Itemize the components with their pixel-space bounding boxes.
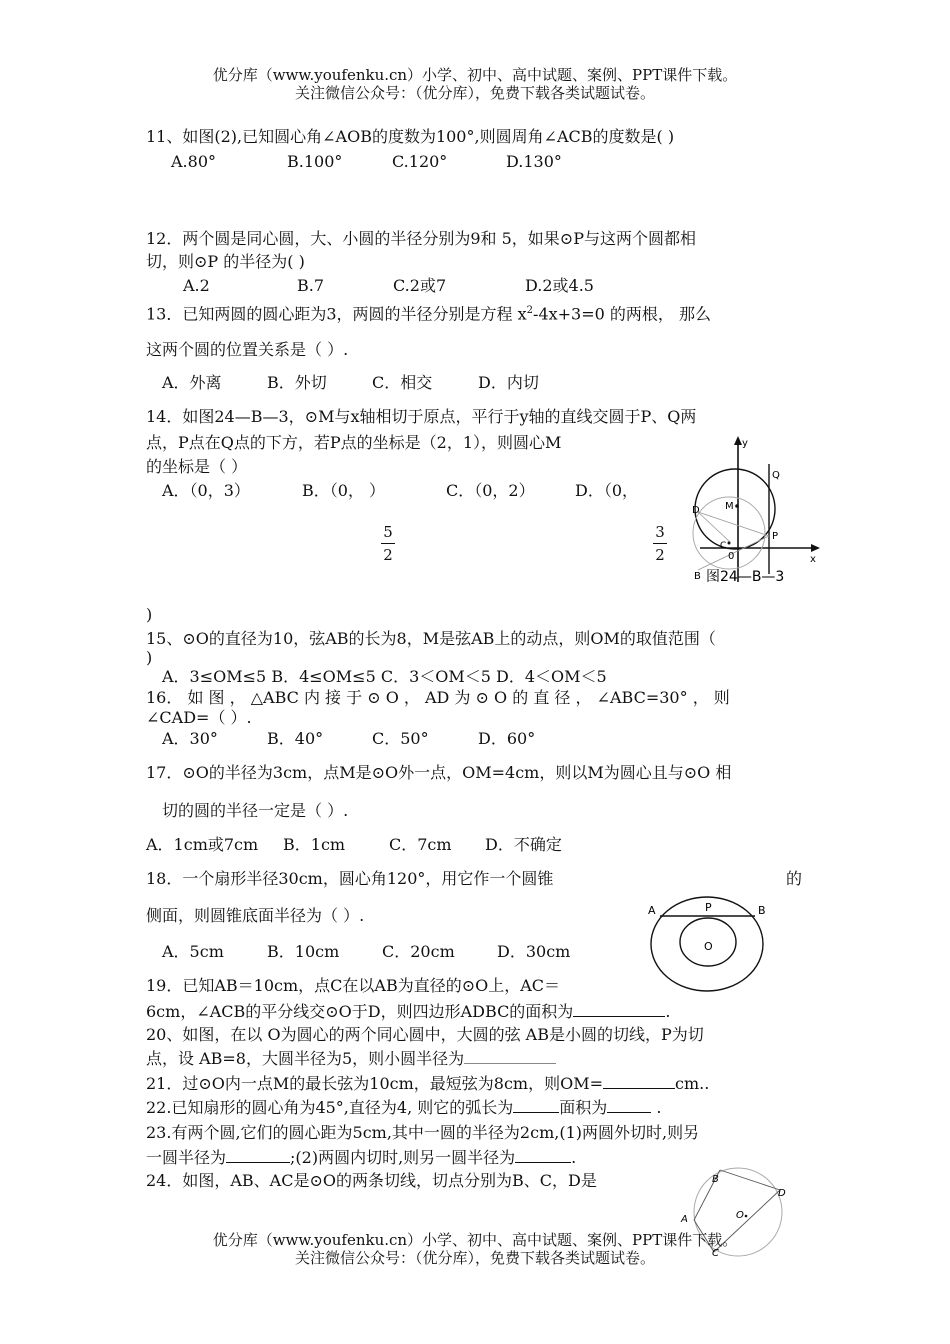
fig-label-a: A xyxy=(648,904,656,917)
q18-option-b: B．10cm xyxy=(267,942,340,961)
q21-text: 21．过⊙O内一点M的最长弦为10cm，最短弦为8cm，则OM= cm.. xyxy=(146,1074,710,1093)
q14-label-d: D xyxy=(692,505,700,516)
q11-stem: 11、如图(2),已知圆心角∠AOB的度数为100°,则圆周角∠ACB的度数是( ) xyxy=(146,127,675,146)
q14-label-x: x xyxy=(810,554,816,565)
q14-line3: 的坐标是（ ） xyxy=(146,457,248,476)
q16-option-b: B．40° xyxy=(267,729,324,748)
q11-option-b: B.100° xyxy=(287,152,343,171)
q17-line2: 切的圆的半径一定是（ ）. xyxy=(162,801,349,820)
q18-option-c: C．20cm xyxy=(382,942,455,961)
q17-line1: 17．⊙O的半径为3cm，点M是⊙O外一点，OM=4cm，则以M为圆心且与⊙O 相 xyxy=(146,763,732,782)
q24-label-a: A xyxy=(681,1214,688,1225)
q14-label-o: 0 xyxy=(728,551,735,562)
q11-option-d: D.130° xyxy=(506,152,562,171)
q15-options: A．3≤OM≤5 B．4≤OM≤5 C．3＜OM＜5 D．4＜OM＜5 xyxy=(162,667,607,686)
q23-line2: 一圆半径为 ;(2)两圆内切时,则另一圆半径为 . xyxy=(146,1148,577,1167)
q22-area-blank[interactable] xyxy=(607,1097,651,1113)
q21-answer-blank[interactable] xyxy=(603,1073,675,1089)
q11-option-a: A.80° xyxy=(171,152,216,171)
q14-fraction-b: 5 2 xyxy=(381,523,395,564)
q17-option-c: C．7cm xyxy=(389,835,452,854)
q18-option-a: A．5cm xyxy=(162,942,224,961)
q16-option-d: D．60° xyxy=(478,729,536,748)
q12-option-d: D.2或4.5 xyxy=(525,276,594,295)
fig-label-o: O xyxy=(704,940,713,953)
q24-label-b: B xyxy=(712,1174,719,1185)
q18-line1: 18．一个扇形半径30cm，圆心角120°，用它作一个圆锥 xyxy=(146,869,554,888)
q24-label-o: O xyxy=(736,1210,744,1221)
q13-option-b: B．外切 xyxy=(267,373,327,392)
q15-line1: 15、⊙O的直径为10，弦AB的长为8，M是弦AB上的动点，则OM的取值范围（ xyxy=(146,629,716,648)
q23-line1: 23.有两个圆,它们的圆心距为5cm,其中一圆的半径为2cm,(1)两圆外切时,则另 xyxy=(146,1123,700,1142)
page-footer-line1: 优分库（www.youfenku.cn）小学、初中、高中试题、案例、PPT课件下载。 xyxy=(212,1231,738,1249)
q16-line2: ∠CAD=（ ）. xyxy=(146,708,252,727)
q14-option-d: D．（0， xyxy=(575,481,639,500)
q16-option-c: C．50° xyxy=(372,729,429,748)
q15-line2: ) xyxy=(146,648,153,667)
q12-line1: 12．两个圆是同心圆，大、小圆的半径分别为9和 5，如果⊙P与这两个圆都相 xyxy=(146,229,696,248)
q14-line2: 点，P点在Q点的下方，若P点的坐标是（2，1），则圆心M xyxy=(146,433,562,452)
page-header-line1: 优分库（www.youfenku.cn）小学、初中、高中试题、案例、PPT课件下载。 xyxy=(212,66,738,84)
q24-segment-bd xyxy=(720,1170,780,1190)
q16-option-a: A．30° xyxy=(162,729,218,748)
q14-chord-dp xyxy=(698,512,769,536)
q14-label-p: P xyxy=(772,531,779,542)
q12-line2: 切，则⊙P 的半径为( ) xyxy=(146,252,305,271)
q20-line1: 20、如图，在以 O为圆心的两个同心圆中，大圆的弦 AB是小圆的切线，P为切 xyxy=(146,1025,704,1044)
q23-external-blank[interactable] xyxy=(226,1147,290,1163)
q19-answer-blank[interactable] xyxy=(573,1001,665,1017)
q24-text: 24．如图，AB、AC是⊙O的两条切线，切点分别为B、C，D是 xyxy=(146,1171,597,1190)
q17-option-d: D．不确定 xyxy=(485,835,562,854)
q18-line2: 侧面，则圆锥底面半径为（ ）. xyxy=(146,906,365,925)
page-header-line2: 关注微信公众号：（优分库），免费下载各类试题试卷。 xyxy=(294,84,655,102)
q14-x-axis-arrow xyxy=(811,544,820,552)
q18-option-d: D．30cm xyxy=(497,942,571,961)
q20-line2: 点，设 AB=8，大圆半径为5，则小圆半径为 xyxy=(146,1048,556,1069)
q24-center-o xyxy=(745,1215,748,1218)
q14-option-b: B．（0， ） xyxy=(302,481,386,500)
q17-option-a: A．1cm或7cm xyxy=(146,835,259,854)
q24-label-c: C xyxy=(712,1248,719,1259)
q14-caption: 图24—B—3 xyxy=(706,569,785,585)
q14-point-c xyxy=(728,542,731,545)
q12-option-c: C.2或7 xyxy=(393,276,447,295)
q14-figure xyxy=(686,434,826,584)
q14-label-b: B xyxy=(694,571,701,582)
q13-line2: 这两个圆的位置关系是（ ）. xyxy=(146,340,349,359)
q18-line1-end: 的 xyxy=(786,869,803,888)
q13-option-d: D．内切 xyxy=(478,373,539,392)
page-footer-line2: 关注微信公众号：（优分库），免费下载各类试题试卷。 xyxy=(294,1249,655,1267)
q13-option-a: A．外离 xyxy=(162,373,222,392)
q14-point-m xyxy=(735,504,739,508)
q19-line1: 19．已知AB＝10cm，点C在以AB为直径的⊙O上，AC＝ xyxy=(146,976,561,995)
q14-label-q: Q xyxy=(772,470,780,481)
q23-internal-blank[interactable] xyxy=(515,1147,571,1163)
q19-line2: 6cm，∠ACB的平分线交⊙O于D，则四边形ADBC的面积为 . xyxy=(146,1002,671,1021)
q12-option-b: B.7 xyxy=(297,276,325,295)
fig-label-b: B xyxy=(758,904,766,917)
q22-arc-length-blank[interactable] xyxy=(513,1097,559,1113)
concentric-circles-figure xyxy=(642,896,772,996)
q16-line1: 16． 如 图 ， △ABC 内 接 于 ⊙ O ， AD 为 ⊙ O 的 直 径 ， ∠ABC=30° ， 则 xyxy=(146,688,730,707)
q14-label-y: y xyxy=(742,438,748,449)
q14-circle-m xyxy=(695,469,775,549)
q17-option-b: B．1cm xyxy=(283,835,346,854)
q14-label-c: C xyxy=(720,541,727,551)
q14-closing-paren: ) xyxy=(146,605,153,624)
q24-label-d: D xyxy=(778,1188,786,1199)
q14-fraction-d: 3 2 xyxy=(653,523,667,564)
q14-label-m: M xyxy=(725,501,734,512)
q14-option-c: C．（0，2） xyxy=(446,481,535,500)
q14-y-axis-arrow xyxy=(734,436,742,445)
q14-option-a: A．（0，3） xyxy=(162,481,250,500)
q13-line1: 13．已知两圆的圆心距为3，两圆的半径分别是方程 $x^2-4x+3=0$ 的两根， 那么 xyxy=(146,304,711,324)
q11-option-c: C.120° xyxy=(392,152,448,171)
q14-chord-dc xyxy=(698,512,730,542)
q20-answer-blank[interactable] xyxy=(464,1048,556,1064)
q14-line1: 14．如图24—B—3，⊙M与x轴相切于原点，平行于y轴的直线交圆于P、Q两 xyxy=(146,407,697,426)
q12-option-a: A.2 xyxy=(183,276,210,295)
q13-option-c: C．相交 xyxy=(372,373,433,392)
q22-text: 22.已知扇形的圆心角为45°,直径为4, 则它的弧长为 面积为 . xyxy=(146,1098,662,1117)
fig-label-p: P xyxy=(705,901,712,914)
